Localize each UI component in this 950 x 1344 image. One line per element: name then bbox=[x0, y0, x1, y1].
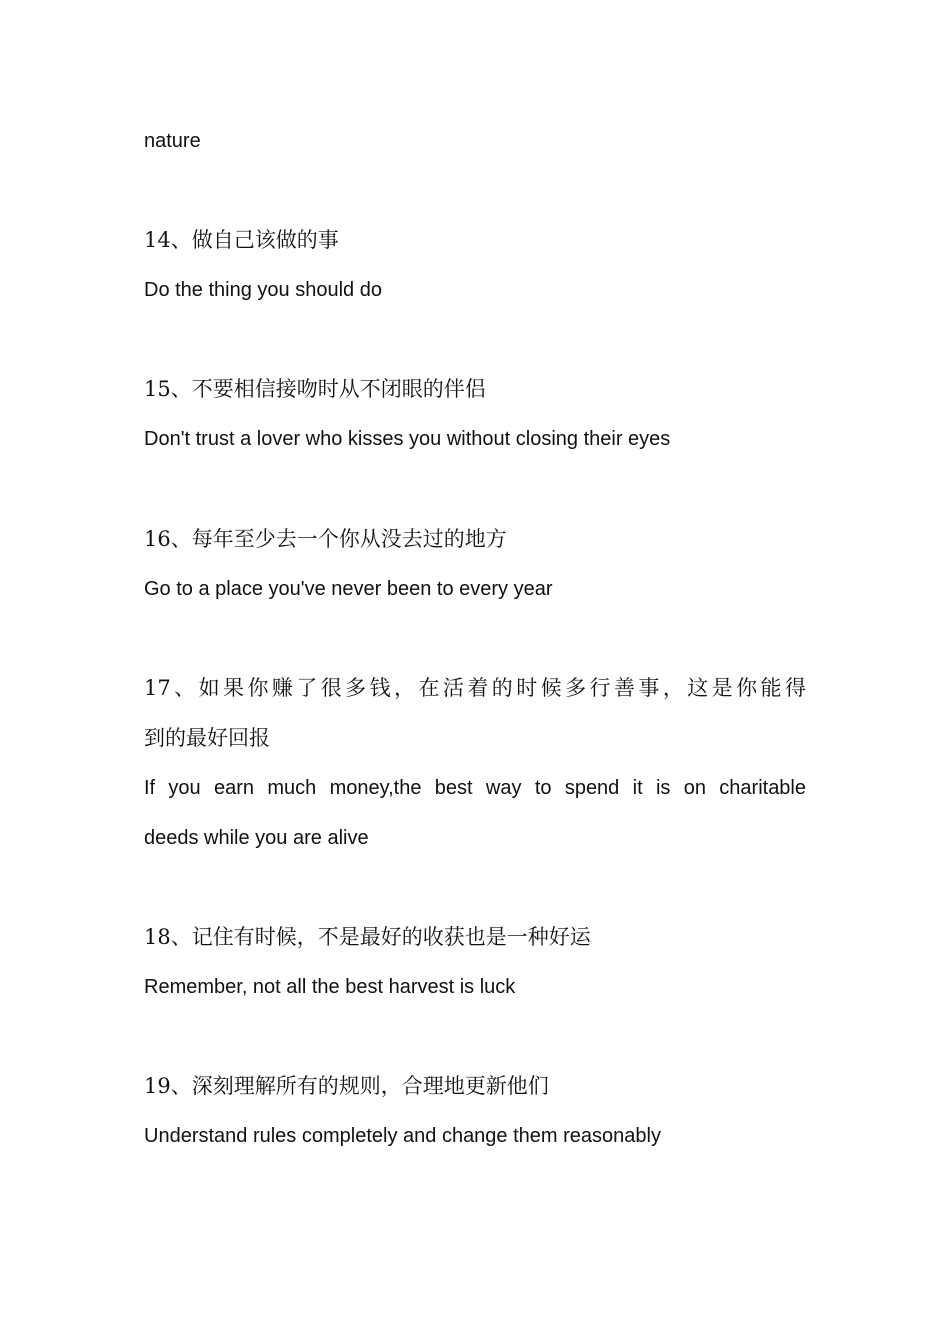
item-18-english: Remember, not all the best harvest is luck bbox=[144, 976, 516, 998]
text-line-nature: nature bbox=[144, 130, 201, 152]
item-17-chinese-line-2: 到的最好回报 bbox=[144, 726, 270, 750]
item-15-english: Don't trust a lover who kisses you without closing their eyes bbox=[144, 428, 671, 450]
item-15-chinese: 15、不要相信接吻时从不闭眼的伴侣 bbox=[144, 377, 486, 401]
item-17-english-line-1: If you earn much money,the best way to spend it is on charitable bbox=[144, 777, 806, 799]
item-17-chinese-line-1: 17、如果你赚了很多钱，在活着的时候多行善事，这是你能得 bbox=[144, 676, 806, 700]
item-16-english: Go to a place you've never been to every year bbox=[144, 578, 553, 600]
item-16-chinese: 16、每年至少去一个你从没去过的地方 bbox=[144, 527, 507, 551]
item-19-english: Understand rules completely and change them reasonably bbox=[144, 1125, 661, 1147]
item-17-english-line-2: deeds while you are alive bbox=[144, 827, 369, 849]
item-18-chinese: 18、记住有时候，不是最好的收获也是一种好运 bbox=[144, 925, 591, 949]
item-14-english: Do the thing you should do bbox=[144, 279, 382, 301]
item-14-chinese: 14、做自己该做的事 bbox=[144, 228, 339, 252]
item-19-chinese: 19、深刻理解所有的规则，合理地更新他们 bbox=[144, 1074, 549, 1098]
